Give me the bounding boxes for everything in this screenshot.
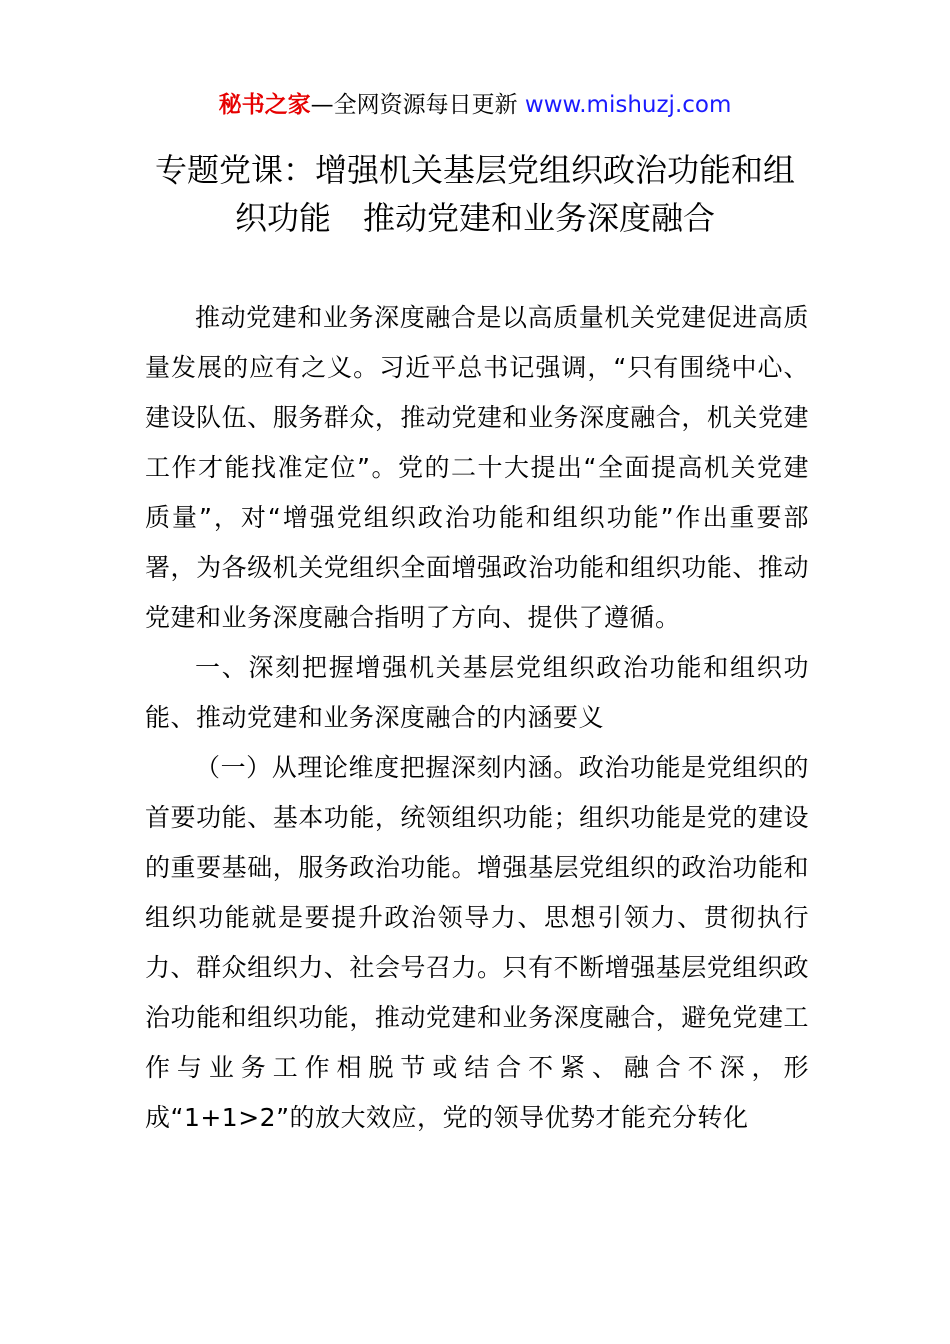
- document-body: [145, 293, 809, 1143]
- subsection-paragraph-1: （一）从理论维度把握深刻内涵。政治功能是党组织的首要功能、基本功能，统领组织功能；组织功能是党的建设的重要基础，服务政治功能。增强基层党组织的政治功能和组织功能就是要提升政治领导力、思想引领力、贯彻执行力、群众组织力、社会号召力。只有不断增强基层党组织政治功能和组织功能，推动党建和业务深度融合，避免党建工作与业务工作相脱节或结合不紧、融合不深，形成“1+1>2”的放大效应，党的领导优势才能充分转化: [145, 753, 809, 1132]
- header-tagline: —全网资源每日更新: [310, 92, 525, 118]
- title-line-2: 织功能 推动党建和业务深度融合: [234, 199, 715, 237]
- site-header: [0, 88, 950, 122]
- title-line-1: 专题党课：增强机关基层党组织政治功能和组: [154, 151, 795, 189]
- document-title: [0, 146, 950, 242]
- site-url-link[interactable]: www.mishuzj.com: [524, 92, 732, 118]
- intro-paragraph: 推动党建和业务深度融合是以高质量机关党建促进高质量发展的应有之义。习近平总书记强调，“只有围绕中心、建设队伍、服务群众，推动党建和业务深度融合，机关党建工作才能找准定位”。党的二十大提出“全面提高机关党建质量”，对“增强党组织政治功能和组织功能”作出重要部署，为各级机关党组织全面增强政治功能和组织功能、推动党建和业务深度融合指明了方向、提供了遵循。: [145, 303, 809, 632]
- section-heading-1: 一、深刻把握增强机关基层党组织政治功能和组织功能、推动党建和业务深度融合的内涵要义: [145, 653, 809, 732]
- brand-name: 秘书之家: [218, 92, 311, 118]
